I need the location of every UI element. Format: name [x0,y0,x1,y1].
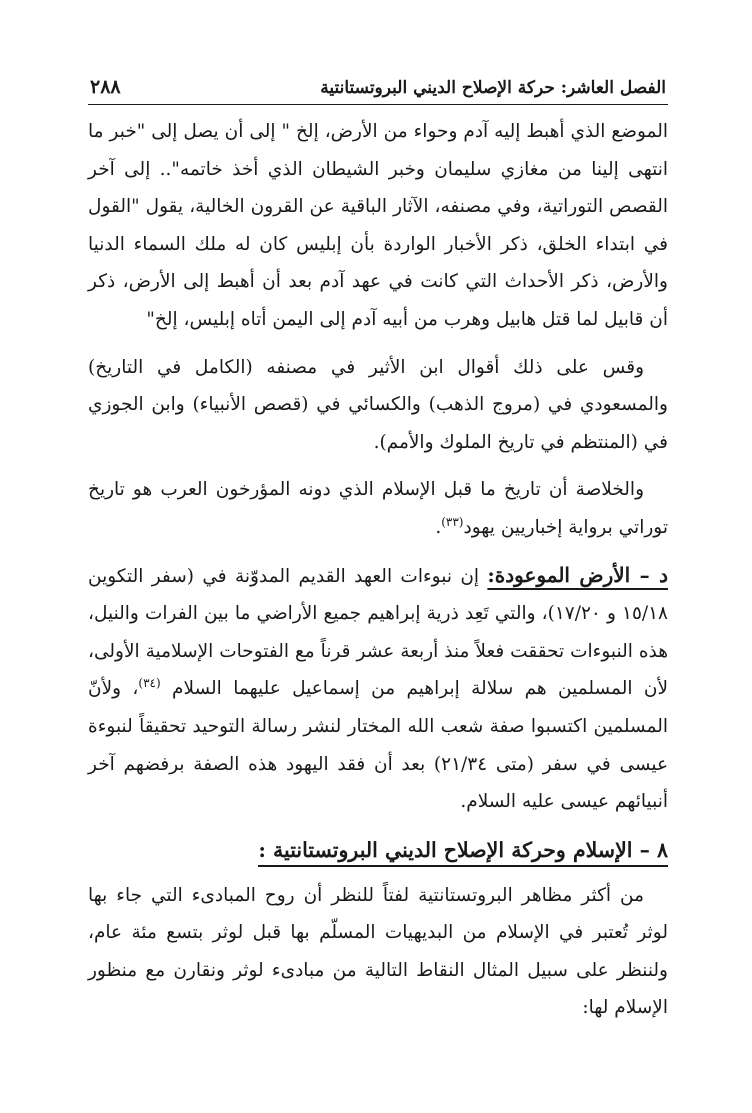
paragraph-3-end: . [435,516,442,538]
section-heading [88,833,668,867]
paragraph-3-text: والخلاصة أن تاريخ ما قبل الإسلام الذي دونه المؤرخون العرب هو تاريخ توراتي برواية إخباريين يهود [88,479,668,538]
paragraph-2: وقس على ذلك أقوال ابن الأثير في مصنفه (الكامل في التاريخ) والمسعودي في (مروج الذهب) والكسائي في (قصص الأنبياء) وابن الجوزي في (المنتظم في تاريخ الملوك والأمم). [88,356,668,453]
running-header [88,62,668,105]
chapter-title: الفصل العاشر: حركة الإصلاح الديني البروتستانتية [320,78,666,98]
paragraph-1: الموضع الذي أهبط إليه آدم وحواء من الأرض، إلخ " إلى أن يصل إلى "خبر ما انتهى إلينا من مغازي سليمان وخبر الشيطان الذي أخذ خاتمه".. إلى آخر القصص التوراتية، وفي مصنفه، الآثار الباقية عن القرون الخالية، يقول "القول في ابتداء الخلق، ذكر الأخبار الواردة بأن إبليس كان له ملك السماء الدنيا والأرض، ذكر الأحداث التي كانت في عهد آدم بعد أن أهبط إلى الأرض، ذكر أن قابيل لما قتل هابيل وهرب من أبيه آدم إلى اليمن أتاه إبليس، إلخ" [88,121,668,330]
book-page [88,62,668,1027]
body-text [88,113,668,1027]
section-heading-text: ٨ – الإسلام وحركة الإصلاح الديني البروتستانتية : [258,838,668,867]
footnote-ref-34: (٣٤) [138,676,161,691]
paragraph-5: من أكثر مظاهر البروتستانتية لفتاً للنظر أن روح المبادىء التي جاء بها لوثر تُعتبر في الإسلام من البديهيات المسلّم بها قبل لوثر بتسع مئة عام، ولننظر على سبيل المثال النقاط التالية من مبادىء لوثر ونقارن مع منظور الإسلام لها: [88,884,668,1019]
paragraph-4 [88,557,668,821]
paragraph-3 [88,471,668,546]
paragraph-4-text-b: ، ولأنّ المسلمين اكتسبوا صفة شعب الله المختار لنشر رسالة التوحيد تحقيقاً لنبوءة عيسى في سفر (متى ٢١/٣٤) بعد أن فقد اليهود هذه الصفة برفضهم آخر أنبيائهم عيسى عليه السلام. [88,678,668,813]
page-number: ٢٨٨ [90,76,121,98]
subsection-lead: د – الأرض الموعودة: [487,562,668,587]
paragraph-4-text-a: إن نبوءات العهد القديم المدوّنة في (سفر التكوين ١٥/١٨ و ١٧/٢٠)، والتي تَعِد ذرية إبراهيم جميع الأراضي ما بين الفرات والنيل، هذه النبوءات تحققت فعلاً منذ أربعة عشر قرناً مع الفتوحات الإسلامية الأولى، لأن المسلمين هم سلالة إبراهيم من إسماعيل عليهما السلام [88,565,668,700]
footnote-ref-33: (٣٣) [441,514,464,529]
